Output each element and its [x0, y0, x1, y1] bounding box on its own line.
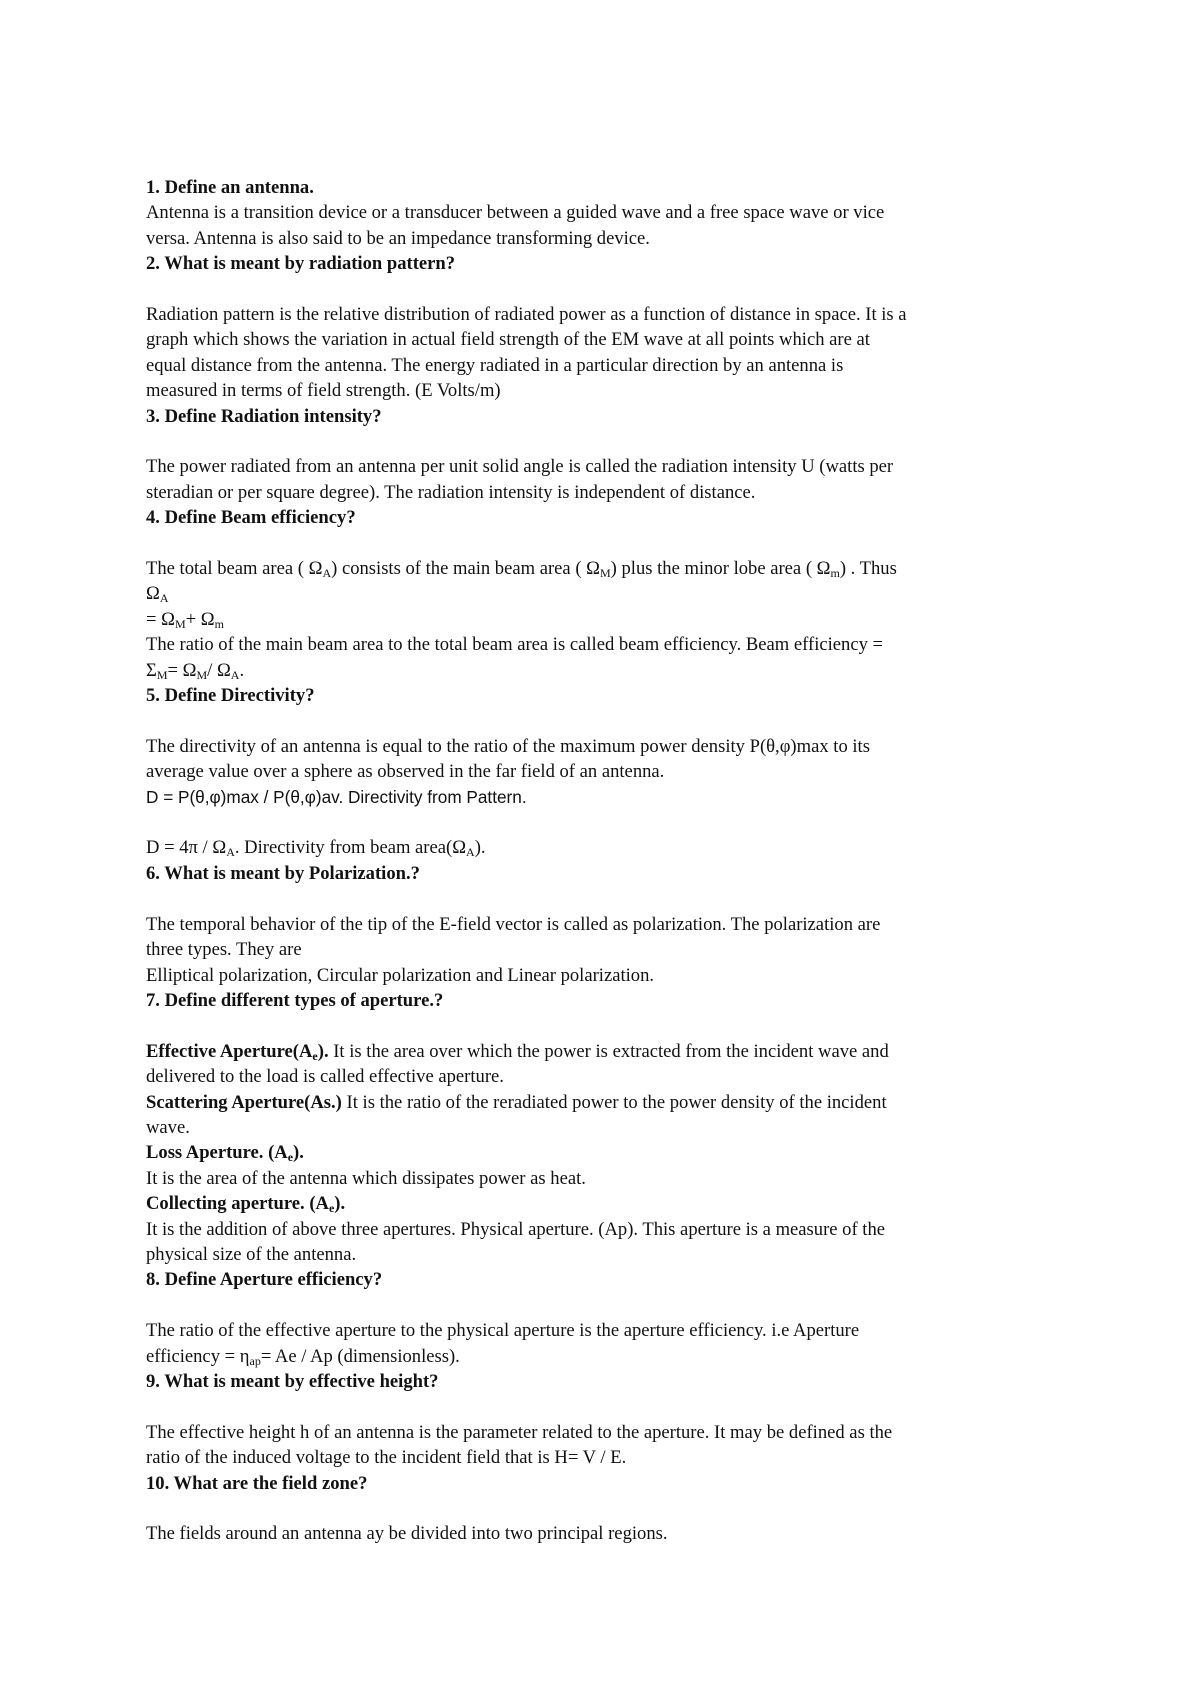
question-8-heading: 8. Define Aperture efficiency? — [146, 1269, 383, 1291]
text-run: / Ω — [207, 659, 231, 681]
answer-5-line-1: The directivity of an antenna is equal to the ratio of the maximum power density P(θ,φ)max to its — [146, 735, 870, 757]
text-run: Σ — [146, 659, 157, 681]
spacer — [146, 429, 1076, 454]
answer-3-line-2: steradian or per square degree). The radiation intensity is independent of distance. — [146, 481, 756, 503]
effective-aperture-line-2: delivered to the load is called effective aperture. — [146, 1066, 504, 1088]
text-run: = Ω — [167, 659, 197, 681]
term-label: Loss Aperture. (A — [146, 1142, 288, 1164]
loss-aperture-heading — [146, 1140, 1076, 1165]
question-9-heading: 9. What is meant by effective height? — [146, 1370, 439, 1392]
answer-2-line-4: measured in terms of field strength. (E Volts/m) — [146, 380, 501, 402]
answer-9-line-2: ratio of the induced voltage to the incident field that is H= V / E. — [146, 1447, 627, 1469]
subscript: e — [328, 1201, 335, 1216]
collecting-aperture-text: It is the addition of above three apertures. Physical aperture. (Ap). This aperture is a measure of the — [146, 1218, 886, 1240]
spacer — [146, 1013, 1076, 1038]
answer-5-line-3: D = P(θ,φ)max / P(θ,φ)av. Directivity from Pattern. — [146, 786, 527, 807]
subscript: ap — [249, 1353, 261, 1368]
subscript: M — [174, 616, 186, 631]
spacer — [146, 1394, 1076, 1419]
term-label: Collecting aperture. (A — [146, 1193, 329, 1215]
answer-5-line-4 — [146, 835, 1076, 860]
subscript: m — [830, 566, 840, 581]
subscript: A — [159, 591, 169, 606]
answer-4-line-4: The ratio of the main beam area to the total beam area is called beam efficiency. Beam efficiency = — [146, 634, 884, 656]
answer-6-line-3: Elliptical polarization, Circular polarization and Linear polarization. — [146, 964, 655, 986]
answer-8-line-1: The ratio of the effective aperture to the physical aperture is the aperture efficiency. i.e Aperture — [146, 1320, 860, 1342]
text-run: It is the area over which the power is extracted from the incident wave and — [328, 1040, 889, 1062]
collecting-aperture-heading — [146, 1191, 1076, 1216]
spacer — [146, 1496, 1076, 1521]
text-run: + Ω — [185, 608, 215, 630]
text-run: ) plus the minor lobe area ( Ω — [610, 558, 831, 580]
question-10-heading: 10. What are the field zone? — [146, 1472, 368, 1494]
subscript: M — [196, 667, 208, 682]
answer-4-line-1 — [146, 556, 1076, 581]
subscript: M — [156, 667, 168, 682]
answer-6-line-1: The temporal behavior of the tip of the E-field vector is called as polarization. The polarization are — [146, 913, 881, 935]
subscript: m — [214, 616, 224, 631]
text-run: . — [239, 659, 245, 681]
collecting-aperture-text-2: physical size of the antenna. — [146, 1243, 357, 1265]
answer-8-line-2 — [146, 1344, 1076, 1369]
question-4-heading: 4. Define Beam efficiency? — [146, 507, 356, 529]
text-run: efficiency = η — [146, 1345, 250, 1367]
subscript: A — [226, 845, 235, 860]
scattering-aperture-line — [146, 1090, 1076, 1115]
question-7-heading: 7. Define different types of aperture.? — [146, 989, 444, 1011]
term-label: ). — [293, 1142, 304, 1164]
answer-10-line-1: The fields around an antenna ay be divided into two principal regions. — [146, 1523, 668, 1545]
subscript: e — [287, 1150, 294, 1165]
text-run: = Ω — [146, 608, 175, 630]
term-label: ). — [317, 1040, 329, 1062]
answer-2-line-1: Radiation pattern is the relative distribution of radiated power as a function of distance in space. It is a — [146, 304, 907, 326]
text-run: The total beam area ( Ω — [146, 558, 323, 580]
term-label: Scattering Aperture(As.) — [146, 1091, 342, 1113]
subscript: A — [322, 566, 332, 581]
subscript: e — [312, 1048, 318, 1063]
spacer — [146, 531, 1076, 556]
subscript: M — [599, 566, 611, 581]
text-run: = Ae / Ap (dimensionless). — [260, 1345, 460, 1367]
text-run: Ω — [146, 583, 160, 605]
question-6-heading: 6. What is meant by Polarization.? — [146, 862, 420, 884]
text-run: ) consists of the main beam area ( Ω — [331, 558, 600, 580]
answer-2-line-2: graph which shows the variation in actual field strength of the EM wave at all points which are at — [146, 329, 870, 351]
text-run: . Directivity from beam area(Ω — [234, 837, 467, 859]
question-2-heading: 2. What is meant by radiation pattern? — [146, 253, 456, 275]
answer-3-line-1: The power radiated from an antenna per unit solid angle is called the radiation intensity U (watts per — [146, 456, 894, 478]
spacer — [146, 886, 1076, 911]
effective-aperture-line — [146, 1039, 1076, 1064]
question-5-heading: 5. Define Directivity? — [146, 685, 315, 707]
answer-4-line-3 — [146, 607, 1076, 632]
subscript: A — [466, 845, 475, 860]
answer-6-line-2: three types. They are — [146, 939, 302, 961]
text-run: It is the ratio of the reradiated power to the power density of the incident — [341, 1091, 887, 1113]
answer-9-line-1: The effective height h of an antenna is the parameter related to the aperture. It may be defined as the — [146, 1421, 893, 1443]
answer-4-line-2 — [146, 581, 1076, 606]
term-label: ). — [334, 1193, 346, 1215]
answer-5-line-2: average value over a sphere as observed in the far field of an antenna. — [146, 761, 665, 783]
term-label: Effective Aperture(A — [146, 1040, 313, 1062]
subscript: A — [230, 667, 240, 682]
question-3-heading: 3. Define Radiation intensity? — [146, 405, 382, 427]
text-run: ) . Thus — [839, 558, 897, 580]
answer-1-line-1: Antenna is a transition device or a transducer between a guided wave and a free space wave or vice — [146, 202, 885, 224]
spacer — [146, 277, 1076, 302]
answer-2-line-3: equal distance from the antenna. The energy radiated in a particular direction by an antenna is — [146, 354, 844, 376]
text-run: D = 4π / Ω — [146, 837, 227, 859]
text-run: ). — [474, 837, 486, 859]
answer-1-line-2: versa. Antenna is also said to be an impedance transforming device. — [146, 227, 650, 249]
spacer — [146, 708, 1076, 733]
scattering-aperture-line-2: wave. — [146, 1116, 190, 1138]
spacer — [146, 810, 1076, 835]
spacer — [146, 1293, 1076, 1318]
question-1-heading: 1. Define an antenna. — [146, 177, 314, 198]
answer-4-line-5 — [146, 658, 1076, 683]
loss-aperture-text: It is the area of the antenna which dissipates power as heat. — [146, 1167, 586, 1189]
document-body — [146, 175, 1076, 1547]
